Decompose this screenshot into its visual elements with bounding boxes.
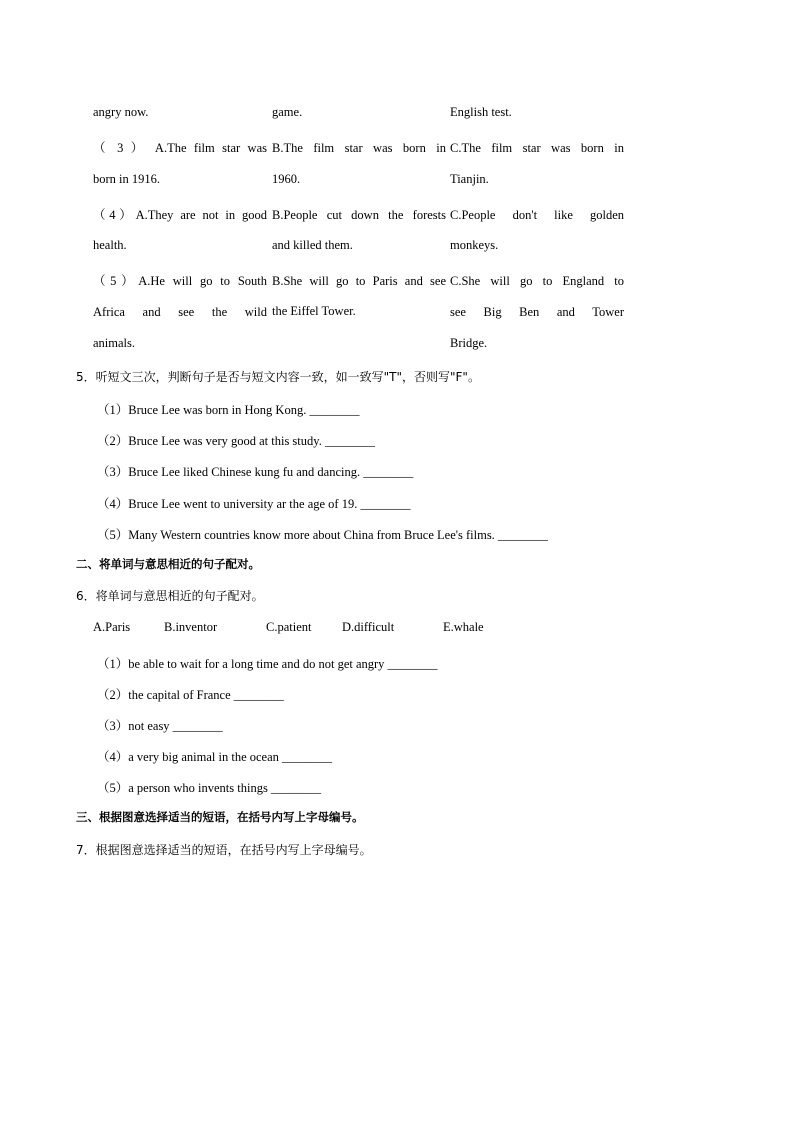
q6-option-d: D.difficult (342, 620, 395, 634)
q5-item-2: （2）Bruce Lee was very good at this study. ________ (97, 434, 375, 448)
q5-item-4: （4）Bruce Lee went to university ar the age of 19. ________ (97, 497, 411, 511)
q6-option-c: C.patient (266, 620, 312, 634)
q5-item-1: （1）Bruce Lee was born in Hong Kong. ________ (97, 403, 360, 417)
q4-row5-option-a-line2: Africa and see the wild (93, 305, 267, 319)
q4-row3-option-c-line2: Tianjin. (450, 172, 489, 186)
q6-item-3: （3）not easy ________ (97, 719, 223, 733)
q4-row5-option-c-line1: C.She will go to England to (450, 274, 624, 288)
q4-row4-option-a-line2: health. (93, 238, 127, 252)
q5-item-3: （3）Bruce Lee liked Chinese kung fu and dancing. ________ (97, 465, 414, 479)
q6-item-5: （5）a person who invents things ________ (97, 781, 321, 795)
section-2-heading: 二、将单词与意思相近的句子配对。 (76, 557, 260, 571)
section-3-heading: 三、根据图意选择适当的短语，在括号内写上字母编号。 (76, 810, 364, 824)
q4-row3-option-a-line1: （ 3 ） A.The film star was (93, 141, 267, 155)
q6-option-a: A.Paris (93, 620, 131, 634)
q4-row4-option-b-line1: B.People cut down the forests (272, 208, 446, 222)
q4-row4-option-c-line2: monkeys. (450, 238, 499, 252)
q4-row5-option-c-line2: see Big Ben and Tower (450, 305, 624, 319)
q4-row3-option-c-line1: C.The film star was born in (450, 141, 624, 155)
q4-row5-option-c-line3: Bridge. (450, 336, 488, 350)
q4-row2-option-c-tail: English test. (450, 105, 512, 119)
q6-item-2: （2）the capital of France ________ (97, 688, 284, 702)
q4-row5-option-b-line2: the Eiffel Tower. (272, 304, 356, 318)
q6-option-e: E.whale (443, 620, 484, 634)
q4-row3-option-a-line2: born in 1916. (93, 172, 161, 186)
q4-row5-option-a-line3: animals. (93, 336, 136, 350)
q6-item-4: （4）a very big animal in the ocean ________ (97, 750, 333, 764)
q6-option-b: B.inventor (164, 620, 218, 634)
q4-row4-option-a-line1: （4）A.They are not in good (93, 208, 267, 222)
q6-title: 6．将单词与意思相近的句子配对。 (76, 589, 264, 603)
q5-title: 5．听短文三次，判断句子是否与短文内容一致，如一致写"T"，否则写"F"。 (76, 370, 480, 384)
q6-item-1: （1）be able to wait for a long time and do not get angry ________ (97, 657, 438, 671)
q4-row3-option-b-line2: 1960. (272, 172, 301, 186)
q4-row2-option-b-tail: game. (272, 105, 303, 119)
q4-row2-option-a-tail: angry now. (93, 105, 149, 119)
q4-row3-option-b-line1: B.The film star was born in (272, 141, 446, 155)
q4-row5-option-b-line1: B.She will go to Paris and see (272, 274, 446, 288)
q4-row5-option-a-line1: （5）A.He will go to South (93, 274, 267, 288)
q5-item-5: （5）Many Western countries know more about China from Bruce Lee's films. ________ (97, 528, 548, 542)
q4-row4-option-b-line2: and killed them. (272, 238, 353, 252)
q4-row4-option-c-line1: C.People don't like golden (450, 208, 624, 222)
q7-title: 7．根据图意选择适当的短语，在括号内写上字母编号。 (76, 843, 372, 857)
